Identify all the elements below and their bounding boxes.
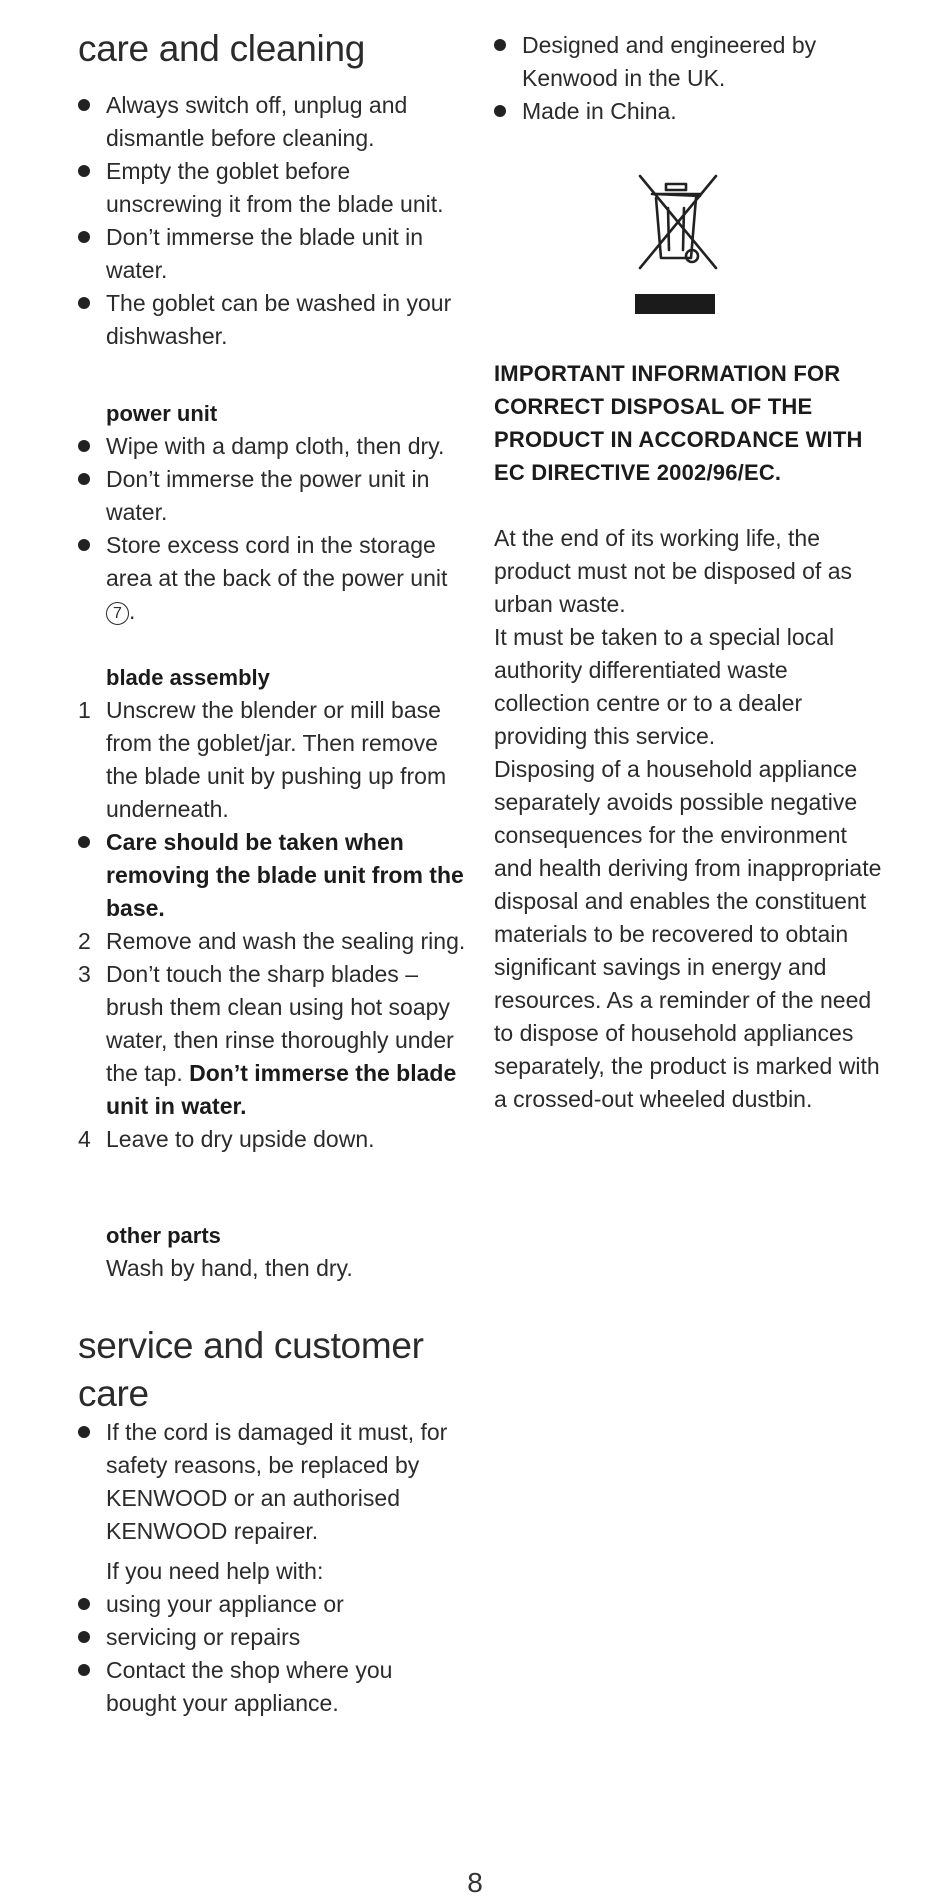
- step-number: 1: [78, 697, 91, 723]
- list-item: The goblet can be washed in your dishwasher.: [78, 287, 468, 353]
- other-parts-heading: other parts: [106, 1223, 221, 1248]
- other-parts-section: [78, 1219, 468, 1285]
- bullet-icon: [78, 529, 98, 562]
- service-section: [78, 1416, 468, 1720]
- list-item: Store excess cord in the storage area at the back of the power unit 7 .: [78, 529, 468, 628]
- list-item: Made in China.: [494, 95, 884, 128]
- help-intro: If you need help with:: [106, 1558, 324, 1584]
- page-number: 8: [467, 1867, 483, 1898]
- bullet-icon: [78, 430, 98, 463]
- part-reference-number: 7: [106, 602, 129, 625]
- important-information-heading: IMPORTANT INFORMATION FOR CORRECT DISPOSAL OF THE PRODUCT IN ACCORDANCE WITH EC DIRECTIVE 2002/96/EC.: [494, 361, 863, 485]
- blade-assembly-section: [78, 661, 468, 1156]
- disposal-paragraph: Disposing of a household appliance separately avoids possible negative consequences for the environment and health deriving from inappropriate disposal and enables the constituent materials to be recovered to obtain significant savings in energy and resources. As a reminder of the need to dispose of household appliances separately, the product is marked with a crossed-out wheeled dustbin.: [494, 756, 882, 1112]
- care-bullet-list: [78, 89, 468, 353]
- list-item: Don’t immerse the power unit in water.: [78, 463, 468, 529]
- bullet-icon: [494, 95, 514, 128]
- warning-text: Don’t immerse the blade unit in water.: [106, 1060, 457, 1119]
- bullet-icon: [78, 89, 98, 122]
- bullet-icon: [78, 1416, 98, 1449]
- bullet-icon: [78, 1654, 98, 1687]
- step-number: 3: [78, 961, 91, 987]
- disposal-paragraph: It must be taken to a special local authority differentiated waste collection centre or to a dealer providing this service.: [494, 624, 835, 749]
- list-item: 4 Leave to dry upside down.: [78, 1123, 468, 1156]
- list-item: Contact the shop where you bought your appliance.: [78, 1654, 468, 1720]
- list-item: 1 Unscrew the blender or mill base from the goblet/jar. Then remove the blade unit by pushing up from underneath.: [78, 694, 468, 826]
- origin-bullet-list: [494, 29, 884, 128]
- bullet-icon: [78, 463, 98, 496]
- list-item: If the cord is damaged it must, for safety reasons, be replaced by KENWOOD or an authorised KENWOOD repairer.: [78, 1416, 468, 1548]
- list-item: Always switch off, unplug and dismantle before cleaning.: [78, 89, 468, 155]
- step-number: 4: [78, 1126, 91, 1152]
- disposal-paragraph: At the end of its working life, the product must not be disposed of as urban waste.: [494, 525, 852, 617]
- crossed-out-wheeled-bin-icon: [628, 172, 724, 318]
- list-item: using your appliance or: [78, 1588, 468, 1621]
- bullet-icon: [494, 29, 514, 62]
- bullet-icon: [78, 826, 98, 859]
- bullet-icon: [78, 221, 98, 254]
- list-item: [78, 826, 468, 925]
- list-item: Empty the goblet before unscrewing it from the blade unit.: [78, 155, 468, 221]
- bullet-icon: [78, 1621, 98, 1654]
- list-item: 2 Remove and wash the sealing ring.: [78, 925, 468, 958]
- blade-assembly-heading: blade assembly: [106, 665, 270, 690]
- list-item: Designed and engineered by Kenwood in the UK.: [494, 29, 884, 95]
- other-parts-text: Wash by hand, then dry.: [106, 1255, 353, 1281]
- caution-text: Care should be taken when removing the blade unit from the base.: [106, 829, 464, 921]
- step-number: 2: [78, 928, 91, 954]
- power-unit-heading: power unit: [106, 401, 218, 426]
- list-item: Wipe with a damp cloth, then dry.: [78, 430, 468, 463]
- list-item: Don’t immerse the blade unit in water.: [78, 221, 468, 287]
- power-unit-section: [78, 397, 468, 628]
- list-item: 3 Don’t touch the sharp blades – brush them clean using hot soapy water, then rinse thoroughly under the tap. Don’t immerse the blade unit in water.: [78, 958, 468, 1123]
- service-and-customer-care-heading: service and customer care: [78, 1325, 424, 1414]
- list-item: servicing or repairs: [78, 1621, 468, 1654]
- bullet-icon: [78, 155, 98, 188]
- bullet-icon: [78, 1588, 98, 1621]
- bullet-icon: [78, 287, 98, 320]
- disposal-text: [494, 522, 884, 1116]
- care-and-cleaning-heading: care and cleaning: [78, 28, 365, 69]
